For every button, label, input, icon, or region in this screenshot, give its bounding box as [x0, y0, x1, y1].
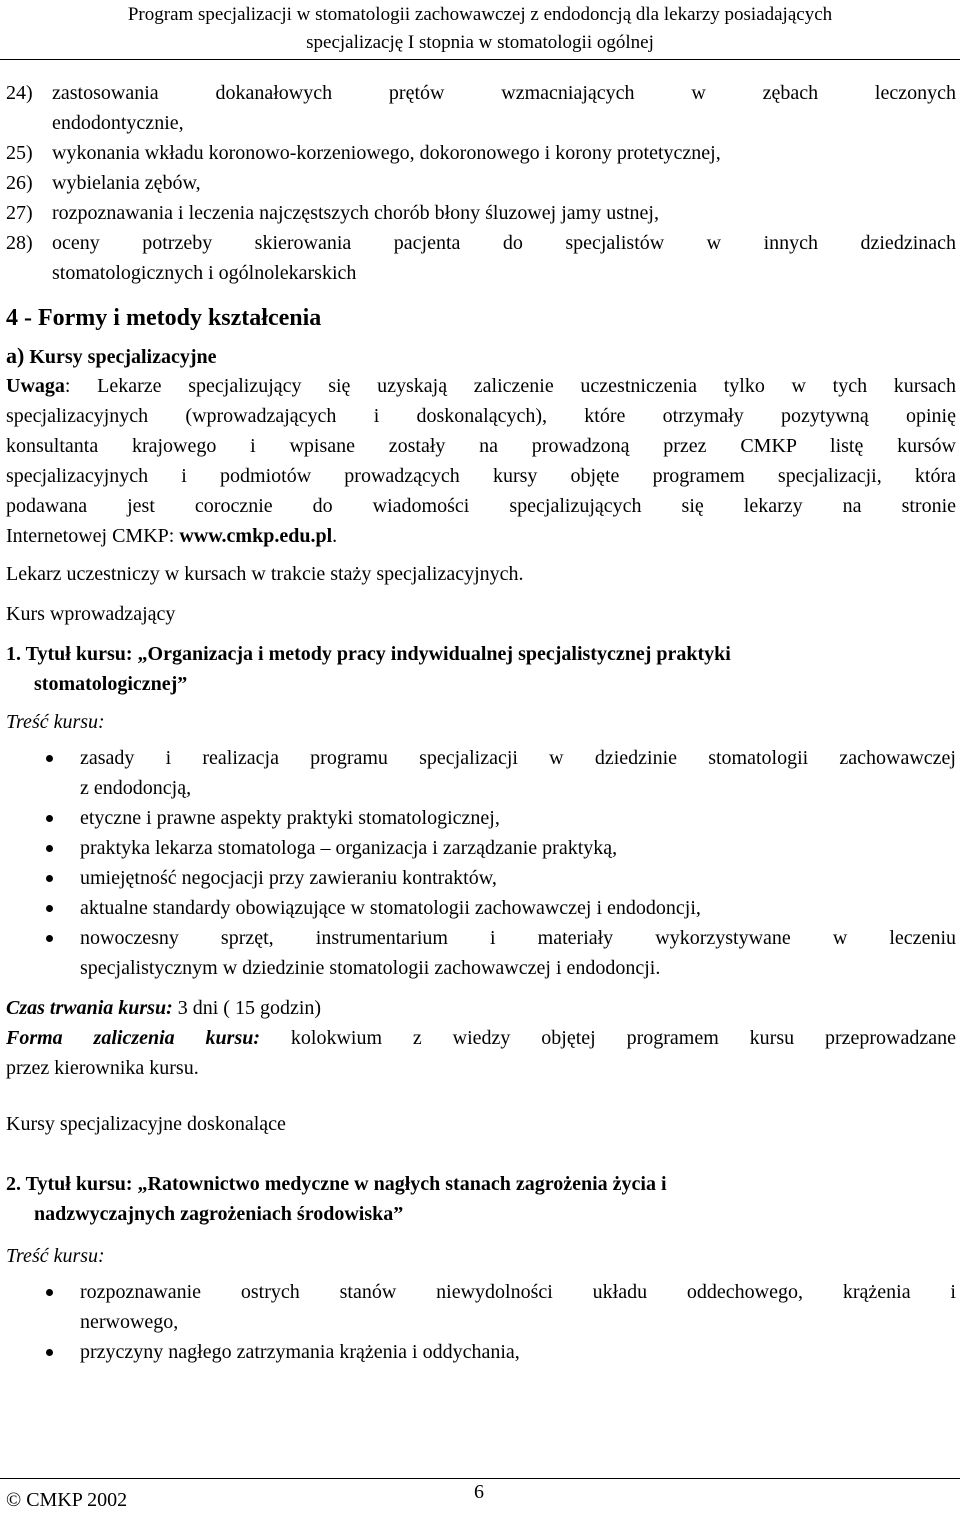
subsection-heading [6, 342, 956, 371]
note-paragraph [6, 371, 956, 551]
course-1-bullets [6, 743, 956, 983]
page-number: 6 [474, 1481, 484, 1503]
item-number: 28) [6, 232, 33, 254]
course-title-line: stomatologicznej” [34, 673, 188, 695]
item-number: 24) [6, 82, 33, 104]
subsection-letter: a) [6, 343, 25, 368]
note-line: Internetowej CMKP: www.cmkp.edu.pl. [6, 525, 338, 547]
page-header [0, 0, 960, 60]
course-duration [6, 993, 956, 1023]
item-text: wykonania wkładu koronowo-korzeniowego, dokoronowego i korony protetycznej, [52, 142, 721, 164]
header-line-1: Program specjalizacji w stomatologii zachowawczej z endodoncją dla lekarzy posiadających [127, 4, 833, 25]
bullet-icon [6, 1277, 80, 1337]
bullet-icon [6, 803, 80, 833]
numbered-list [6, 78, 956, 288]
header-line-2: specjalizację I stopnia w stomatologii ogólnej [306, 32, 654, 53]
page-footer [0, 1478, 960, 1514]
assessment-value: przez kierownika kursu. [6, 1057, 199, 1079]
cmkp-link[interactable]: www.cmkp.edu.pl [179, 525, 333, 547]
course-title-line: 2. Tytuł kursu: „Ratownictwo medyczne w nagłych stanach zagrożenia życia i [6, 1173, 667, 1195]
list-item: praktyka lekarza stomatologa – organizacja i zarządzanie praktyką, [6, 833, 956, 863]
list-item [6, 168, 956, 198]
list-item: aktualne standardy obowiązujące w stomatologii zachowawczej i endodoncji, [6, 893, 956, 923]
note-line: Uwaga: Lekarze specjalizujący się uzyskają zaliczenie uczestniczenia tylko w tych kursach [6, 375, 956, 397]
kurs-wprowadzajacy-heading: Kurs wprowadzający [6, 603, 176, 625]
item-number: 25) [6, 142, 33, 164]
item-text: stomatologicznych i ogólnolekarskich [52, 262, 357, 284]
note-line: konsultanta krajowego i wpisane zostały na prowadzoną przez CMKP listę kursów [6, 435, 956, 457]
list-item: zasady i realizacja programu specjalizacji w dziedzinie stomatologii zachowawczej z endodoncją, [6, 743, 956, 803]
course-assessment [6, 1023, 956, 1083]
lekarz-paragraph: Lekarz uczestniczy w kursach w trakcie staży specjalizacyjnych. [6, 563, 524, 585]
course-1-content-label: Treść kursu: [6, 711, 105, 733]
course-1-title [6, 639, 956, 699]
course-title-line: 1. Tytuł kursu: „Organizacja i metody pracy indywidualnej specjalistycznej praktyki [6, 643, 731, 665]
section-heading: 4 - Formy i metody kształcenia [6, 305, 322, 331]
bullet-icon [6, 1337, 80, 1367]
item-text: endodontycznie, [52, 112, 184, 134]
assessment-label: Forma zaliczenia kursu: [6, 1027, 261, 1049]
bullet-icon [6, 863, 80, 893]
duration-label: Czas trwania kursu: [6, 997, 173, 1019]
course-2-content-label: Treść kursu: [6, 1245, 105, 1267]
item-text: zastosowania dokanałowych prętów wzmacniających w zębach leczonych [52, 82, 956, 104]
note-label: Uwaga [6, 375, 65, 397]
note-line: specjalizacyjnych (wprowadzających i doskonalących), które otrzymały pozytywną opinię [6, 405, 956, 427]
bullet-icon [6, 923, 80, 983]
subsection-title: Kursy specjalizacyjne [29, 346, 217, 368]
list-item: nowoczesny sprzęt, instrumentarium i materiały wykorzystywane w leczeniu specjalistycznym w dziedzinie stomatologii zachowawczej i endodoncji. [6, 923, 956, 983]
list-item: przyczyny nagłego zatrzymania krążenia i oddychania, [6, 1337, 956, 1367]
list-item: umiejętność negocjacji przy zawieraniu kontraktów, [6, 863, 956, 893]
list-item [6, 138, 956, 168]
bullet-icon [6, 743, 80, 803]
duration-value: 3 dni ( 15 godzin) [172, 997, 322, 1019]
list-item: rozpoznawanie ostrych stanów niewydolności układu oddechowego, krążenia i nerwowego, [6, 1277, 956, 1337]
note-line: specjalizacyjnych i podmiotów prowadzących kursy objęte programem specjalizacji, która [6, 465, 956, 487]
item-text: wybielania zębów, [52, 172, 201, 194]
assessment-value: kolokwium z wiedzy objętej programem kursu przeprowadzane [260, 1027, 957, 1049]
item-number: 27) [6, 202, 33, 224]
list-item [6, 198, 956, 228]
bullet-icon [6, 893, 80, 923]
bullet-icon [6, 833, 80, 863]
list-item: etyczne i prawne aspekty praktyki stomatologicznej, [6, 803, 956, 833]
copyright-text: © CMKP 2002 [6, 1489, 128, 1511]
note-line: podawana jest corocznie do wiadomości specjalizujących się lekarzy na stronie [6, 495, 956, 517]
item-text: rozpoznawania i leczenia najczęstszych chorób błony śluzowej jamy ustnej, [52, 202, 659, 224]
course-title-line: nadzwyczajnych zagrożeniach środowiska” [34, 1203, 404, 1225]
course-2-title [6, 1169, 956, 1229]
doskonalace-heading: Kursy specjalizacyjne doskonalące [6, 1113, 286, 1135]
document-body [6, 78, 956, 1367]
list-item [6, 228, 956, 288]
list-item [6, 78, 956, 138]
course-2-bullets [6, 1277, 956, 1367]
item-text: oceny potrzeby skierowania pacjenta do specjalistów w innych dziedzinach [52, 232, 956, 254]
item-number: 26) [6, 172, 33, 194]
